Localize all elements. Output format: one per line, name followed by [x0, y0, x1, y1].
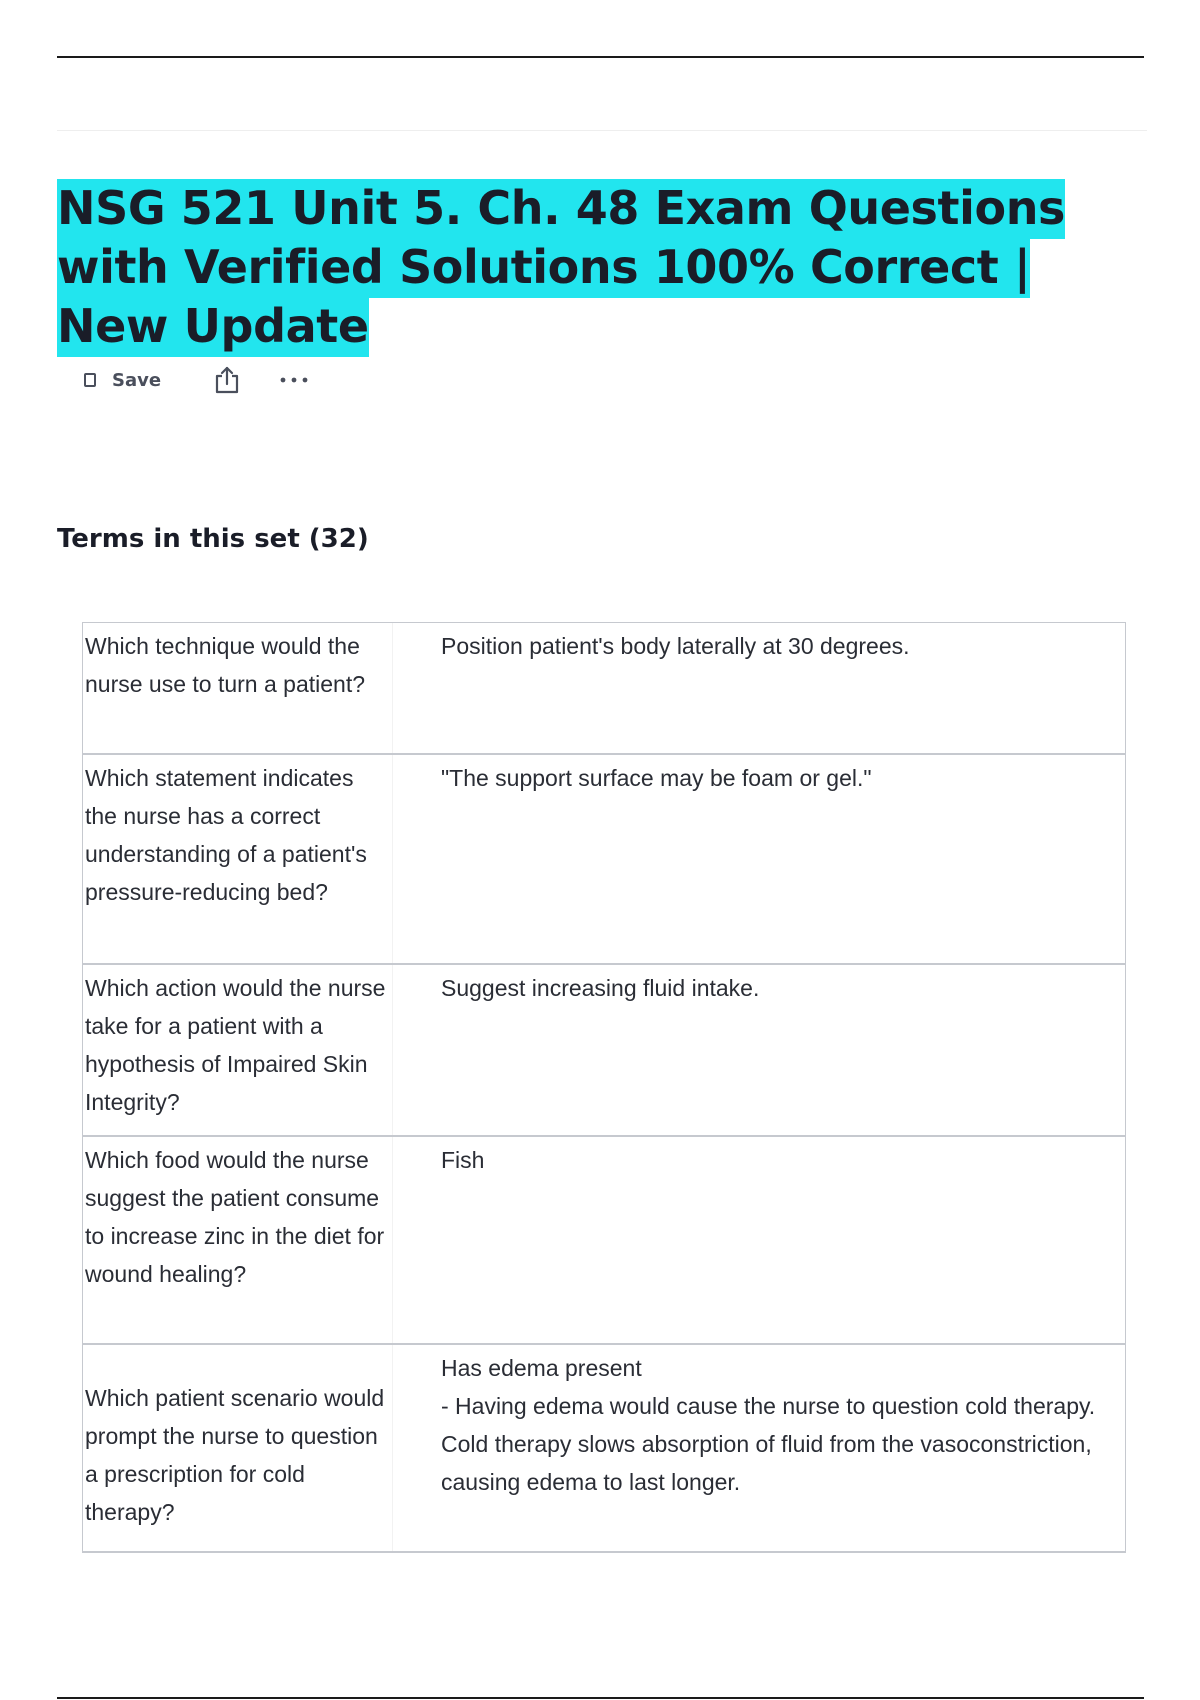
term-row[interactable]	[83, 623, 1125, 755]
term-answer: Fish	[441, 1147, 485, 1173]
term-question: Which statement indicates the nurse has a correct understanding of a patient's pressure-reducing bed?	[83, 755, 393, 963]
term-answer: Has edema present - Having edema would cause the nurse to question cold therapy. Cold therapy slows absorption of fluid from the vasoconstriction, causing edema to last longer.	[441, 1355, 1096, 1495]
term-question: Which food would the nurse suggest the patient consume to increase zinc in the diet for wound healing?	[83, 1137, 393, 1343]
bottom-rule	[57, 1697, 1144, 1699]
bookmark-icon	[84, 373, 96, 387]
action-toolbar	[84, 362, 309, 398]
terms-table	[82, 622, 1126, 1553]
term-row[interactable]	[83, 755, 1125, 965]
term-answer: Position patient's body laterally at 30 degrees.	[441, 633, 910, 659]
share-icon	[213, 365, 241, 395]
more-options-button[interactable]	[279, 375, 309, 385]
terms-heading: Terms in this set (32)	[57, 524, 369, 554]
save-button[interactable]	[84, 370, 161, 391]
share-button[interactable]	[213, 365, 241, 395]
term-row[interactable]	[83, 1137, 1125, 1345]
term-answer: "The support surface may be foam or gel."	[441, 765, 872, 791]
term-answer: Suggest increasing fluid intake.	[441, 975, 760, 1001]
page-title-text: NSG 521 Unit 5. Ch. 48 Exam Questions with Verified Solutions 100% Correct | New Update	[57, 179, 1065, 357]
term-row[interactable]	[83, 1345, 1125, 1553]
header-divider	[57, 130, 1147, 131]
term-question: Which patient scenario would prompt the nurse to question a prescription for cold therapy?	[83, 1345, 393, 1551]
term-question: Which action would the nurse take for a patient with a hypothesis of Impaired Skin Integrity?	[83, 965, 393, 1135]
save-label: Save	[112, 369, 162, 391]
top-rule	[57, 56, 1144, 58]
page-title	[57, 179, 1147, 356]
term-question: Which technique would the nurse use to turn a patient?	[83, 623, 393, 753]
more-icon	[279, 375, 309, 385]
term-row[interactable]	[83, 965, 1125, 1137]
